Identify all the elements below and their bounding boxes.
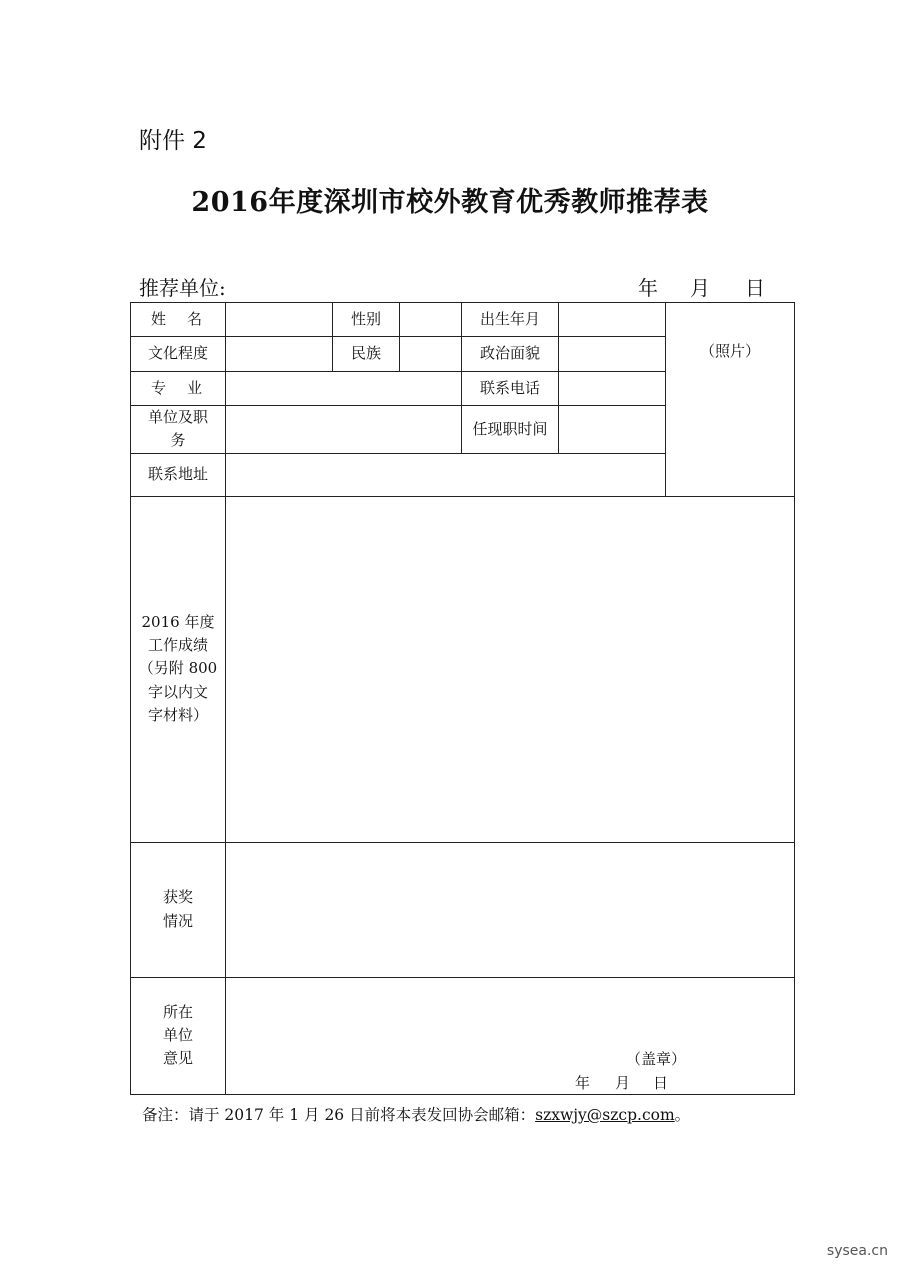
political-label: 政治面貌 [462,337,559,372]
opinion-value-cell[interactable] [226,977,795,1094]
opinion-line: 所在 [162,1002,193,1021]
footnote-text: 备注：请于 2017 年 1 月 26 日前将本表发回协会邮箱： [142,1106,536,1124]
opinion-year-label: 年 [575,1073,591,1092]
awards-line: 获奖 [162,888,193,907]
address-value-cell[interactable] [226,453,666,496]
opinion-month-label: 月 [615,1073,631,1092]
header-month-label: 月 [690,276,710,300]
name-value-cell[interactable] [226,303,333,337]
header-year-label: 年 [638,276,658,300]
tenure-label: 任现职时间 [462,406,559,454]
photo-label: （照片） [699,341,760,360]
name-label: 姓 名 [131,303,226,337]
achievement-line: 2016 年度 [141,612,215,631]
gender-label: 性别 [333,303,400,337]
achievement-value-cell[interactable] [226,496,795,842]
education-label: 文化程度 [131,337,226,372]
birth-value-cell[interactable] [559,303,666,337]
political-value-cell[interactable] [559,337,666,372]
recommending-unit-label: 推荐单位: [139,276,226,300]
recommendation-form-table [130,302,795,1095]
opinion-line: 意见 [162,1049,193,1068]
position-value-cell[interactable] [226,406,462,454]
ethnicity-label: 民族 [333,337,400,372]
tenure-value-cell[interactable] [559,406,666,454]
opinion-day-label: 日 [653,1073,669,1092]
awards-value-cell[interactable] [226,842,795,977]
achievement-line: 工作成绩 [147,636,208,655]
major-value-cell[interactable] [226,372,462,406]
achievement-line: 字以内文 [147,682,208,701]
footnote-end: 。 [674,1106,691,1124]
seal-label: （盖章） [626,1049,687,1068]
education-value-cell[interactable] [226,337,333,372]
phone-label: 联系电话 [462,372,559,406]
phone-value-cell[interactable] [559,372,666,406]
gender-value-cell[interactable] [400,303,462,337]
ethnicity-value-cell[interactable] [400,337,462,372]
footnote-email: szxwjy@szcp.com [535,1106,675,1124]
form-title: 2016年度深圳市校外教育优秀教师推荐表 [191,187,709,218]
position-label-line2: 务 [170,431,186,450]
achievement-label [131,496,226,842]
header-day-label: 日 [745,276,765,300]
opinion-line: 单位 [162,1025,193,1044]
birth-label: 出生年月 [462,303,559,337]
watermark: sysea.cn [826,1243,888,1259]
footnote [142,1103,690,1125]
awards-line: 情况 [162,911,193,930]
opinion-label [131,977,226,1094]
position-label [131,406,226,454]
awards-label [131,842,226,977]
achievement-line: （另附 800 [138,659,218,678]
position-label-line1: 单位及职 [147,408,208,426]
photo-cell[interactable] [666,303,795,497]
address-label: 联系地址 [131,453,226,496]
achievement-line: 字材料） [147,705,208,724]
attachment-label: 附件 2 [139,128,207,154]
major-label: 专 业 [131,372,226,406]
